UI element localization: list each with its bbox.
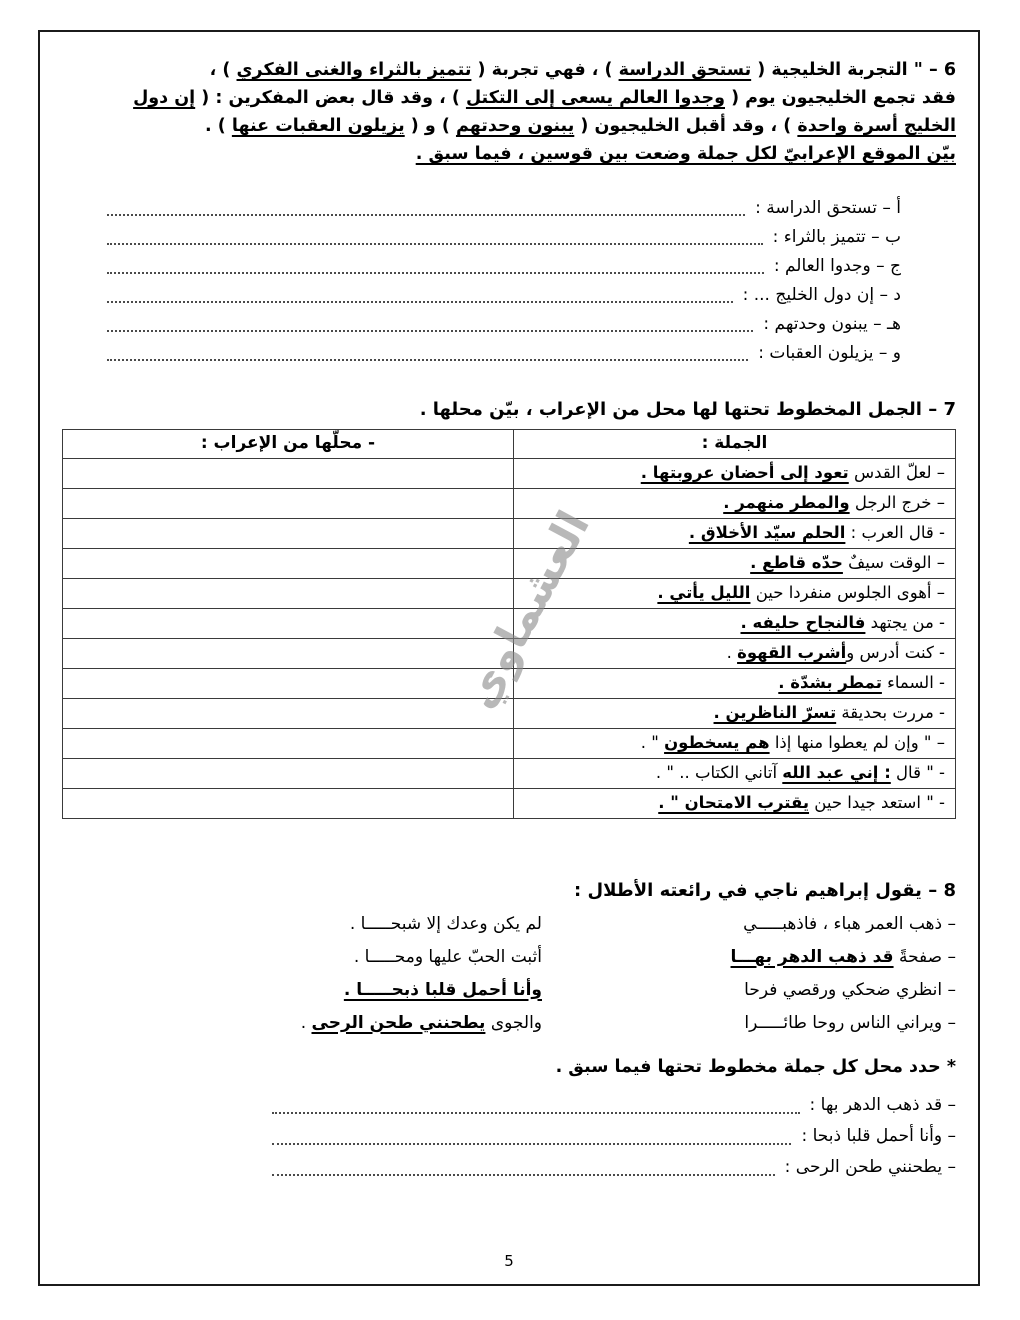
q6-answer-label: أ – تستحق الدراسة :: [755, 197, 901, 218]
answer-dotted-line: [272, 1174, 775, 1176]
q8-answer-line: [272, 1088, 956, 1119]
q6-answer-line: [107, 308, 901, 337]
question-6-section: [62, 56, 956, 366]
q7-sentence-cell: – أهوى الجلوس منفردا حين الليل يأتي .: [513, 578, 955, 608]
q8-answer-list: [272, 1088, 956, 1181]
q7-table-row: [63, 518, 956, 548]
question-8-title: 8 – يقول إبراهيم ناجي في رائعته الأطلال :: [574, 879, 956, 901]
q7-sentence-cell: – " وإن لم يعطوا منها إذا هم يسخطون " .: [513, 728, 955, 758]
verse-second-hemistich: والجوى يطحنني طحن الرحى .: [300, 1012, 542, 1033]
q6-answer-list: [107, 192, 901, 366]
q7-header-row: [63, 430, 956, 459]
answer-dotted-line: [107, 272, 764, 274]
q7-answer-cell: [63, 488, 514, 518]
q7-sentence-cell: - السماء تمطر بشدّة .: [513, 668, 955, 698]
verse-line: [82, 945, 956, 978]
answer-dotted-line: [107, 243, 763, 245]
verse-second-hemistich: أثبت الحبّ عليها ومحـــــا .: [353, 946, 542, 967]
question-6-text: 6 – " التجربة الخليجية ( تستحق الدراسة ) ، فهي تجربة ( تتميز بالثراء والغنى الفكري ) ، فقد تجمع الخليجيون يوم ( وجدوا العالم يسعى إلى التكتل ) ، وقد قال بعض المفكرين : ( إن دول الخليج أسرة واحدة ) ، وقد أقبل الخليجيون ( يبنون وحدتهم ) و ( يزيلون العقبات عنها ) . بيّن الموقع الإعرابيّ لكل جملة وضعت بين قوسين ، فيما سبق .: [133, 60, 956, 164]
question-7-section: [62, 396, 956, 819]
q7-sentence-cell: - قال العرب : الحلم سيّد الأخلاق .: [513, 518, 955, 548]
q7-table-row: [63, 638, 956, 668]
verse-line: [82, 1011, 956, 1044]
q8-verses: [82, 912, 956, 1044]
page-border-frame: [38, 30, 980, 1286]
q7-answer-cell: [63, 518, 514, 548]
q6-answer-label: هـ – يبنون وحدتهم :: [763, 313, 901, 334]
q7-header-sentence: الجملة :: [513, 430, 955, 459]
q8-answer-label: – يطحنني طحن الرحى :: [784, 1157, 956, 1178]
q7-answer-cell: [63, 788, 514, 818]
q7-sentence-cell: – لعلّ القدس تعود إلى أحضان عروبتها .: [513, 458, 955, 488]
q6-answer-label: د – إن دول الخليج ... :: [742, 284, 901, 305]
q7-sentence-cell: - " قال : إني عبد الله آتاني الكتاب .. " .: [513, 758, 955, 788]
verse-first-hemistich: – ويراني الناس روحا طائـــــرا: [744, 1012, 956, 1033]
question-7-title: 7 – الجمل المخطوط تحتها لها محل من الإعراب ، بيّن محلها .: [419, 399, 956, 420]
q7-answer-cell: [63, 578, 514, 608]
answer-dotted-line: [272, 1143, 791, 1145]
q7-table-row: [63, 548, 956, 578]
q7-table-body: [63, 458, 956, 818]
q7-table-row: [63, 488, 956, 518]
verse-line: [82, 912, 956, 945]
q8-answer-label: – قد ذهب الدهر بها :: [809, 1095, 956, 1116]
q6-answer-label: ب – تتميز بالثراء :: [772, 226, 901, 247]
page-number: 5: [504, 1251, 514, 1270]
q7-sentence-cell: - من يجتهد فالنجاح حليفه .: [513, 608, 955, 638]
q7-answer-cell: [63, 668, 514, 698]
q7-answer-cell: [63, 458, 514, 488]
answer-dotted-line: [272, 1112, 800, 1114]
document-content: [40, 32, 978, 1284]
answer-dotted-line: [107, 330, 753, 332]
q8-answer-label: – وأنا أحمل قلبا ذبحا :: [801, 1126, 956, 1147]
q7-table-row: [63, 458, 956, 488]
q6-answer-line: [107, 221, 901, 250]
verse-first-hemistich: – انظري ضحكي ورقصي فرحا: [744, 979, 956, 1000]
q7-table-row: [63, 668, 956, 698]
verse-second-hemistich: لم يكن وعدك إلا شبحـــــا .: [349, 913, 542, 934]
answer-dotted-line: [107, 214, 745, 216]
question-8-section: [62, 877, 956, 1181]
q7-table-row: [63, 608, 956, 638]
q7-answer-cell: [63, 728, 514, 758]
q8-answer-line: [272, 1119, 956, 1150]
q7-answer-cell: [63, 758, 514, 788]
q6-answer-label: و – يزيلون العقبات :: [758, 342, 901, 363]
q6-answer-line: [107, 337, 901, 366]
q6-answer-line: [107, 279, 901, 308]
q7-header-answer: - محلّها من الإعراب :: [63, 430, 514, 459]
q7-table-row: [63, 728, 956, 758]
q7-table-row: [63, 578, 956, 608]
answer-dotted-line: [107, 359, 748, 361]
verse-second-hemistich: وأنا أحمل قلبا ذبحـــــا .: [343, 979, 542, 1000]
q7-answer-cell: [63, 698, 514, 728]
q8-instruction: * حدد محل كل جملة مخطوط تحتها فيما سبق .: [555, 1056, 956, 1077]
q7-sentence-cell: - مررت بحديقة تسرّ الناظرين .: [513, 698, 955, 728]
q6-answer-line: [107, 192, 901, 221]
q7-answer-cell: [63, 548, 514, 578]
verse-first-hemistich: – ذهب العمر هباء ، فاذهبـــــي: [743, 913, 956, 934]
q7-answer-cell: [63, 638, 514, 668]
q6-answer-line: [107, 250, 901, 279]
q8-answer-line: [272, 1150, 956, 1181]
q7-sentence-cell: - " استعد جيدا حين يقترب الامتحان " .: [513, 788, 955, 818]
q7-table-row: [63, 698, 956, 728]
verse-first-hemistich: – صفحةً قد ذهب الدهر بهـــا: [730, 946, 956, 967]
q7-sentence-cell: - كنت أدرس وأشرب القهوة .: [513, 638, 955, 668]
verse-line: [82, 978, 956, 1011]
q7-table-row: [63, 788, 956, 818]
q7-table: [62, 429, 956, 819]
q6-answer-label: ج – وجدوا العالم :: [773, 255, 901, 276]
q7-answer-cell: [63, 608, 514, 638]
q7-table-row: [63, 758, 956, 788]
answer-dotted-line: [107, 301, 733, 303]
q7-sentence-cell: – خرج الرجل والمطر منهمر .: [513, 488, 955, 518]
q7-sentence-cell: – الوقت سيفٌ حدّه قاطع .: [513, 548, 955, 578]
watermark: العشماوي: [454, 502, 600, 717]
